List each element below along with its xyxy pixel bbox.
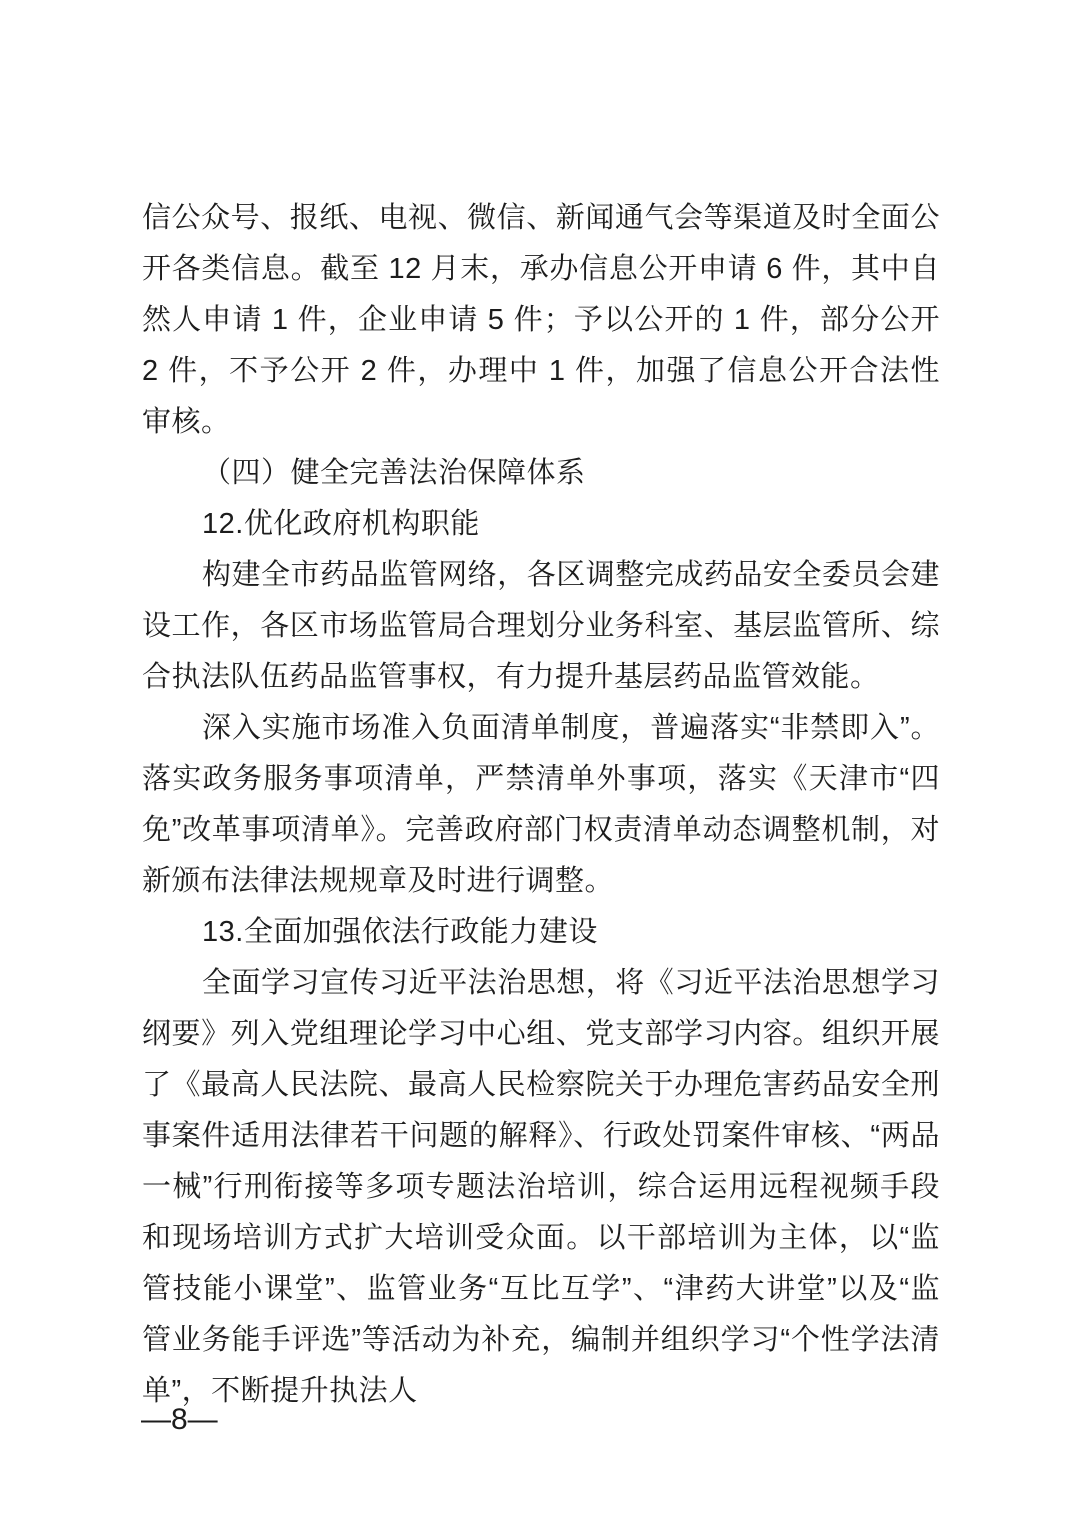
document-body [142, 193, 940, 1417]
body-paragraph: 构建全市药品监管网络，各区调整完成药品安全委员会建设工作，各区市场监管局合理划分业务科室、基层监管所、综合执法队伍药品监管事权，有力提升基层药品监管效能。 [142, 559, 940, 693]
body-paragraph-continuation: 信公众号、报纸、电视、微信、新闻通气会等渠道及时全面公开各类信息。截至 12 月末，承办信息公开申请 6 件，其中自然人申请 1 件，企业申请 5 件；予以公开的 1 件，部分公开 2 件，不予公开 2 件，办理中 1 件，加强了信息公开合法性审核。 [142, 202, 940, 438]
body-paragraph: 深入实施市场准入负面清单制度，普遍落实“非禁即入”。落实政务服务事项清单，严禁清单外事项，落实《天津市“四免”改革事项清单》。完善政府部门权责清单动态调整机制，对新颁布法律法规规章及时进行调整。 [142, 712, 940, 897]
page-number: —8— [141, 1403, 218, 1436]
section-heading: （四）健全完善法治保障体系 [202, 457, 586, 489]
body-paragraph: 全面学习宣传习近平法治思想，将《习近平法治思想学习纲要》列入党组理论学习中心组、党支部学习内容。组织开展了《最高人民法院、最高人民检察院关于办理危害药品安全刑事案件适用法律若干问题的解释》、行政处罚案件审核、“两品一械”行刑衔接等多项专题法治培训，综合运用远程视频手段和现场培训方式扩大培训受众面。以干部培训为主体，以“监管技能小课堂”、监管业务“互比互学”、“津药大讲堂”以及“监管业务能手评选”等活动为补充，编制并组织学习“个性学法清单”，不断提升执法人 [142, 967, 940, 1407]
numbered-heading-13: 13.全面加强依法行政能力建设 [202, 916, 598, 948]
numbered-heading-12: 12.优化政府机构职能 [202, 508, 480, 540]
